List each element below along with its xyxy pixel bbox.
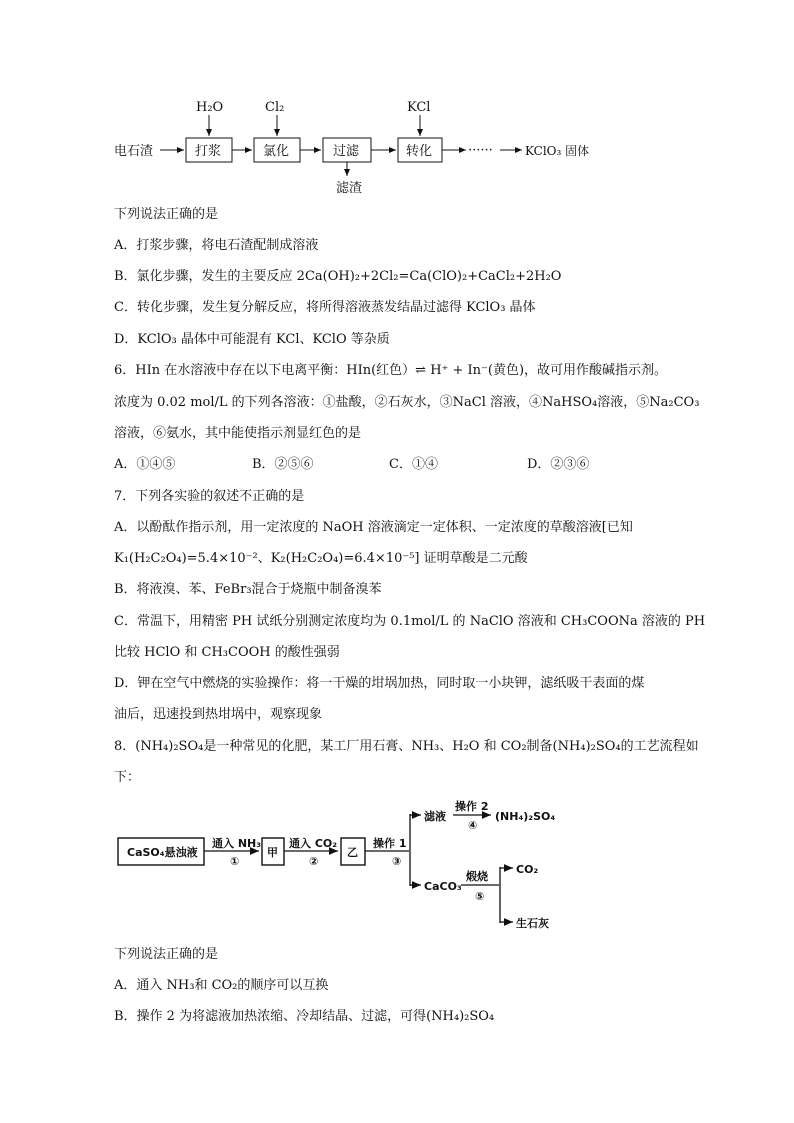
q8-option-a: A．通入 NH₃和 CO₂的顺序可以互换 — [114, 978, 329, 993]
q5-stem: 下列说法正确的是 — [114, 207, 219, 222]
q5-option-d: D．KClO₃ 晶体中可能混有 KCl、KClO 等杂质 — [114, 332, 390, 347]
q6-option-a: A．①④⑤ — [114, 457, 176, 472]
flow2-box-jia-label: 甲 — [267, 846, 278, 859]
q5-option-a: A．打浆步骤，将电石渣配制成溶液 — [114, 238, 319, 253]
flow2-box-yi-label: 乙 — [347, 846, 358, 859]
flow2-step2-circle: ② — [309, 855, 319, 868]
q6-option-d: D．②③⑥ — [527, 457, 590, 472]
flow2-co2-label: CO₂ — [516, 863, 539, 876]
q5-option-b: B．氯化步骤，发生的主要反应 2Ca(OH)₂+2Cl₂=Ca(ClO)₂+CaCl₂+2H₂O — [114, 269, 562, 284]
flow2-caco3-label: CaCO₃ — [424, 880, 462, 893]
q8-option-b: B．操作 2 为将滤液加热浓缩、冷却结晶、过滤，可得(NH₄)₂SO₄ — [114, 1009, 495, 1024]
flow2-start-label: CaSO₄悬浊液 — [127, 846, 198, 859]
flow2-lime-label: 生石灰 — [516, 917, 549, 930]
flow2-step3-circle: ③ — [392, 855, 402, 868]
q7-option-c-line-2: 比较 HClO 和 CH₃COOH 的酸性强弱 — [114, 645, 340, 660]
q7-option-a-line-1: A．以酚酞作指示剂，用一定浓度的 NaOH 溶液滴定一定体积、一定浓度的草酸溶液[已知 — [114, 520, 633, 535]
q8-stem: 下列说法正确的是 — [114, 947, 219, 962]
q7-option-d-line-2: 油后，迅速投到热坩埚中，观察现象 — [114, 707, 323, 722]
flow2-step1-circle: ① — [230, 855, 240, 868]
flow1-product-label: KClO₃ 固体 — [525, 144, 590, 158]
flow1-input-cl2: Cl₂ — [265, 100, 285, 115]
flow2-filtrate-label: 滤液 — [424, 810, 446, 823]
flow2-step2-label: 通入 CO₂ — [289, 837, 338, 850]
flow1-box-dajiang-label: 打浆 — [195, 144, 222, 159]
q6-line-2: 浓度为 0.02 mol/L 的下列各溶液：①盐酸，②石灰水，③NaCl 溶液，④NaHSO₄溶液，⑤Na₂CO₃ — [114, 395, 700, 410]
q7-option-c-line-1: C．常温下，用精密 PH 试纸分别测定浓度均为 0.1mol/L 的 NaClO 溶液和 CH₃COONa 溶液的 PH — [114, 614, 706, 629]
flow1-start-label: 电石渣 — [114, 144, 154, 159]
q6-option-b: B．②⑤⑥ — [252, 457, 314, 472]
ammonium-sulfate-process-flowchart — [0, 795, 794, 945]
q5-option-c: C．转化步骤，发生复分解反应，将所得溶液蒸发结晶过滤得 KClO₃ 晶体 — [114, 300, 536, 315]
flow2-product-label: (NH₄)₂SO₄ — [495, 810, 556, 823]
q7-option-b: B．将液溴、苯、FeBr₃混合于烧瓶中制备溴苯 — [114, 582, 382, 597]
q8-line-1: 8．(NH₄)₂SO₄是一种常见的化肥，某工厂用石膏、NH₃、H₂O 和 CO₂制备(NH₄)₂SO₄的工艺流程如 — [114, 739, 699, 754]
q6-line-3: 溶液，⑥氨水，其中能使指示剂显红色的是 — [114, 426, 362, 441]
flow2-step5-circle: ⑤ — [475, 890, 485, 903]
q6-option-c: C．①④ — [389, 457, 438, 472]
flow1-input-kcl: KCl — [407, 100, 431, 115]
flow2-step4-circle: ④ — [468, 819, 478, 832]
flow2-step1-label: 通入 NH₃ — [212, 837, 262, 850]
q7-stem: 7．下列各实验的叙述不正确的是 — [114, 489, 305, 504]
q8-line-2: 下： — [114, 770, 141, 785]
flow2-step3-label: 操作 1 — [373, 837, 407, 850]
flow1-box-lvhua-label: 氯化 — [263, 144, 290, 159]
flow2-step4-label: 操作 2 — [455, 800, 489, 813]
q7-option-d-line-1: D．钾在空气中燃烧的实验操作：将一干燥的坩埚加热，同时取一小块钾，滤纸吸干表面的煤 — [114, 676, 645, 691]
flow1-input-h2o: H₂O — [196, 100, 224, 115]
flow1-dots: ······ — [468, 143, 493, 158]
flow1-box-guolv-label: 过滤 — [333, 144, 360, 159]
q7-option-a-line-2: K₁(H₂C₂O₄)=5.4×10⁻²、K₂(H₂C₂O₄)=6.4×10⁻⁵] 证明草酸是二元酸 — [114, 551, 528, 566]
q6-line-1: 6．HIn 在水溶液中存在以下电离平衡：HIn(红色）⇌ H⁺ + In⁻(黄色)，故可用作酸碱指示剂。 — [114, 363, 668, 378]
kclo3-process-flowchart — [0, 90, 794, 290]
flow2-step5-label: 煅烧 — [466, 870, 488, 883]
flow1-box-zhuanhua-label: 转化 — [406, 144, 433, 159]
flow1-residue-label: 滤渣 — [336, 181, 363, 196]
